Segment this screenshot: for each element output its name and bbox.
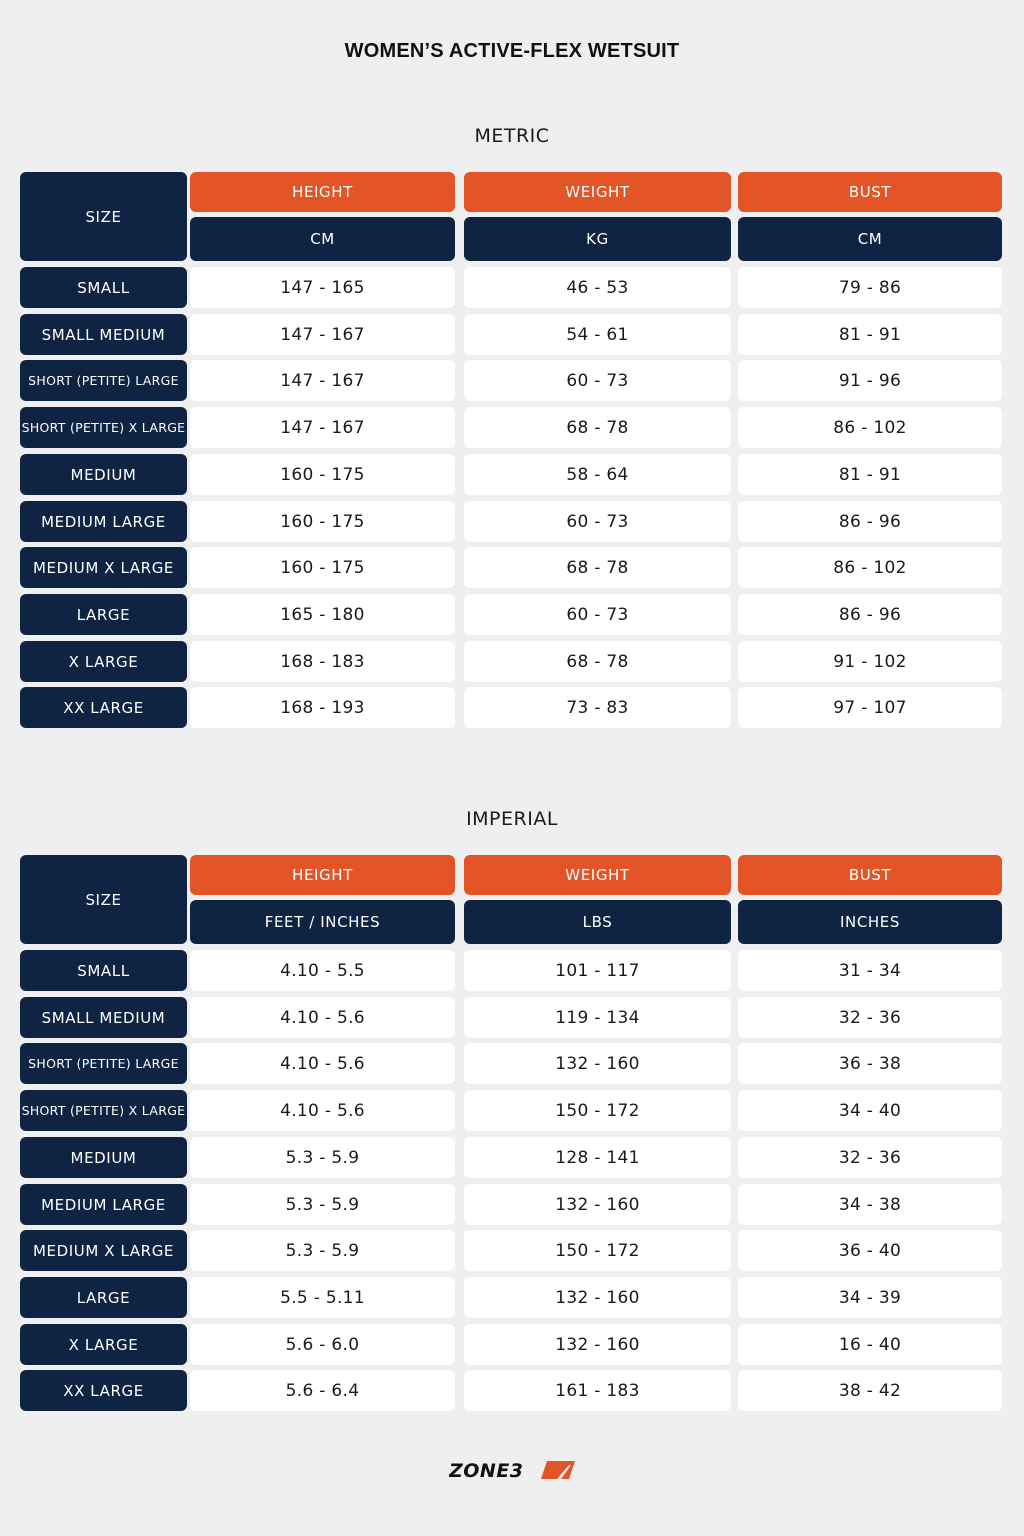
weight-value-cell: 68 - 78 — [464, 407, 731, 448]
weight-header: WEIGHT — [464, 172, 731, 212]
zone3-logo — [449, 1459, 575, 1481]
size-label-cell: MEDIUM X LARGE — [20, 547, 187, 588]
bust-value-cell: 36 - 38 — [738, 1043, 1002, 1084]
height-header: HEIGHT — [190, 855, 455, 895]
weight-value-cell: 119 - 134 — [464, 997, 731, 1038]
bust-value-cell: 91 - 102 — [738, 641, 1002, 682]
height-value-cell: 147 - 165 — [190, 267, 455, 308]
page-title: WOMEN’S ACTIVE-FLEX WETSUIT — [344, 40, 680, 62]
height-value-cell: 5.3 - 5.9 — [190, 1230, 455, 1271]
bust-header: BUST — [738, 172, 1002, 212]
weight-value-cell: 101 - 117 — [464, 950, 731, 991]
imperial-section-title: IMPERIAL — [466, 808, 558, 830]
height-value-cell: 4.10 - 5.6 — [190, 997, 455, 1038]
size-label-cell: LARGE — [20, 594, 187, 635]
imperial-size-table — [20, 855, 1002, 1411]
metric-size-table — [20, 172, 1002, 728]
bust-value-cell: 31 - 34 — [738, 950, 1002, 991]
size-label-cell: X LARGE — [20, 1324, 187, 1365]
bust-value-cell: 34 - 39 — [738, 1277, 1002, 1318]
size-label-cell: SMALL MEDIUM — [20, 997, 187, 1038]
bust-value-cell: 86 - 96 — [738, 594, 1002, 635]
size-label-cell: XX LARGE — [20, 687, 187, 728]
height-value-cell: 5.6 - 6.4 — [190, 1370, 455, 1411]
height-value-cell: 5.6 - 6.0 — [190, 1324, 455, 1365]
bust-header: BUST — [738, 855, 1002, 895]
brand-wordmark — [449, 1460, 524, 1481]
bust-value-cell: 97 - 107 — [738, 687, 1002, 728]
weight-value-cell: 58 - 64 — [464, 454, 731, 495]
size-label-cell: SMALL — [20, 950, 187, 991]
height-value-cell: 168 - 183 — [190, 641, 455, 682]
height-value-cell: 4.10 - 5.6 — [190, 1090, 455, 1131]
bust-value-cell: 34 - 40 — [738, 1090, 1002, 1131]
bust-value-cell: 38 - 42 — [738, 1370, 1002, 1411]
weight-value-cell: 150 - 172 — [464, 1230, 731, 1271]
weight-value-cell: 128 - 141 — [464, 1137, 731, 1178]
height-value-cell: 168 - 193 — [190, 687, 455, 728]
weight-value-cell: 54 - 61 — [464, 314, 731, 355]
size-label-cell: SHORT (PETITE) LARGE — [20, 360, 187, 401]
bust-value-cell: 79 - 86 — [738, 267, 1002, 308]
weight-value-cell: 161 - 183 — [464, 1370, 731, 1411]
bust-value-cell: 32 - 36 — [738, 997, 1002, 1038]
height-value-cell: 160 - 175 — [190, 454, 455, 495]
height-value-cell: 147 - 167 — [190, 407, 455, 448]
height-value-cell: 5.5 - 5.11 — [190, 1277, 455, 1318]
weight-value-cell: 132 - 160 — [464, 1324, 731, 1365]
bust-value-cell: 81 - 91 — [738, 314, 1002, 355]
height-value-cell: 160 - 175 — [190, 501, 455, 542]
weight-value-cell: 60 - 73 — [464, 501, 731, 542]
brand-name: ZONE3 — [449, 1460, 524, 1481]
size-header: SIZE — [20, 855, 187, 944]
weight-value-cell: 46 - 53 — [464, 267, 731, 308]
bust-value-cell: 86 - 102 — [738, 407, 1002, 448]
size-label-cell: X LARGE — [20, 641, 187, 682]
weight-value-cell: 132 - 160 — [464, 1184, 731, 1225]
weight-header: WEIGHT — [464, 855, 731, 895]
height-value-cell: 147 - 167 — [190, 314, 455, 355]
bust-unit-header: CM — [738, 217, 1002, 261]
weight-value-cell: 150 - 172 — [464, 1090, 731, 1131]
height-unit-header: FEET / INCHES — [190, 900, 455, 944]
size-label-cell: SMALL MEDIUM — [20, 314, 187, 355]
height-value-cell: 5.3 - 5.9 — [190, 1137, 455, 1178]
weight-value-cell: 60 - 73 — [464, 594, 731, 635]
weight-unit-header: KG — [464, 217, 731, 261]
weight-value-cell: 132 - 160 — [464, 1277, 731, 1318]
size-label-cell: SHORT (PETITE) X LARGE — [20, 407, 187, 448]
bust-value-cell: 32 - 36 — [738, 1137, 1002, 1178]
weight-value-cell: 132 - 160 — [464, 1043, 731, 1084]
height-unit-header: CM — [190, 217, 455, 261]
bust-value-cell: 81 - 91 — [738, 454, 1002, 495]
weight-value-cell: 68 - 78 — [464, 547, 731, 588]
size-label-cell: MEDIUM — [20, 1137, 187, 1178]
weight-value-cell: 60 - 73 — [464, 360, 731, 401]
metric-section-title: METRIC — [474, 125, 550, 147]
size-label-cell: MEDIUM — [20, 454, 187, 495]
bust-value-cell: 16 - 40 — [738, 1324, 1002, 1365]
size-label-cell: XX LARGE — [20, 1370, 187, 1411]
weight-value-cell: 68 - 78 — [464, 641, 731, 682]
weight-value-cell: 73 - 83 — [464, 687, 731, 728]
bust-unit-header: INCHES — [738, 900, 1002, 944]
height-value-cell: 147 - 167 — [190, 360, 455, 401]
height-value-cell: 5.3 - 5.9 — [190, 1184, 455, 1225]
height-value-cell: 160 - 175 — [190, 547, 455, 588]
brand-flag-icon — [541, 1461, 575, 1479]
size-label-cell: MEDIUM X LARGE — [20, 1230, 187, 1271]
size-label-cell: SHORT (PETITE) X LARGE — [20, 1090, 187, 1131]
height-header: HEIGHT — [190, 172, 455, 212]
bust-value-cell: 36 - 40 — [738, 1230, 1002, 1271]
size-label-cell: MEDIUM LARGE — [20, 1184, 187, 1225]
height-value-cell: 4.10 - 5.5 — [190, 950, 455, 991]
bust-value-cell: 34 - 38 — [738, 1184, 1002, 1225]
size-label-cell: LARGE — [20, 1277, 187, 1318]
size-label-cell: SHORT (PETITE) LARGE — [20, 1043, 187, 1084]
height-value-cell: 4.10 - 5.6 — [190, 1043, 455, 1084]
bust-value-cell: 86 - 96 — [738, 501, 1002, 542]
size-header: SIZE — [20, 172, 187, 261]
bust-value-cell: 86 - 102 — [738, 547, 1002, 588]
weight-unit-header: LBS — [464, 900, 731, 944]
height-value-cell: 165 - 180 — [190, 594, 455, 635]
size-label-cell: SMALL — [20, 267, 187, 308]
bust-value-cell: 91 - 96 — [738, 360, 1002, 401]
size-label-cell: MEDIUM LARGE — [20, 501, 187, 542]
